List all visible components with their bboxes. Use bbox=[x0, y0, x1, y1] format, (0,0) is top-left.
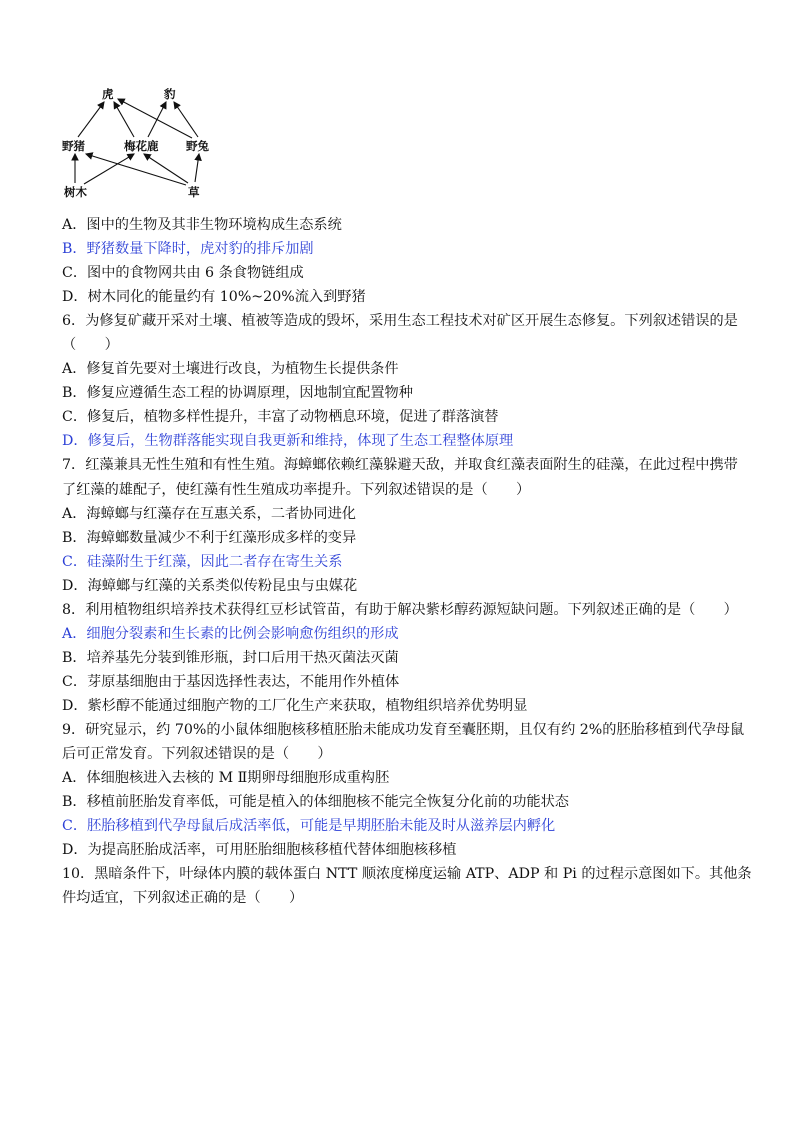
node-leopard: 豹 bbox=[164, 87, 176, 101]
question-stem: 7．红藻兼具无性生殖和有性生殖。海蟑螂依赖红藻躲避天敌，并取食红藻表面附生的硅藻，在此过程中携带 bbox=[62, 457, 738, 474]
option-line: D．为提高胚胎成活率，可用胚胎细胞核移植代替体细胞核移植 bbox=[62, 842, 457, 859]
question-stem: 件均适宜，下列叙述正确的是（ ） bbox=[62, 890, 304, 907]
question-stem: 6．为修复矿藏开采对土壤、植被等造成的毁坏，采用生态工程技术对矿区开展生态修复。下列叙述错误的是 bbox=[62, 313, 738, 330]
edge-trees-deer bbox=[84, 154, 134, 184]
edge-deer-tiger bbox=[114, 102, 134, 137]
answer-line: A．细胞分裂素和生长素的比例会影响愈伤组织的形成 bbox=[62, 625, 399, 642]
question-stem: 9．研究显示，约 70%的小鼠体细胞核移植胚胎未能成功发育至囊胚期，且仅有约 2%的胚胎移植到代孕母鼠 bbox=[62, 721, 745, 738]
option-line: C．图中的食物网共由 6 条食物链组成 bbox=[62, 265, 304, 282]
question-stem: （ ） bbox=[62, 337, 119, 354]
node-sika-deer: 梅花鹿 bbox=[124, 139, 159, 153]
question-text bbox=[62, 213, 762, 910]
option-line: D．海蟑螂与红藻的关系类似传粉昆虫与虫媒花 bbox=[62, 577, 358, 594]
option-line: A．海蟑螂与红藻存在互惠关系，二者协同进化 bbox=[62, 505, 356, 522]
answer-line: C．胚胎移植到代孕母鼠后成活率低，可能是早期胚胎未能及时从滋养层内孵化 bbox=[62, 818, 556, 835]
option-line: B．培养基先分装到锥形瓶，封口后用干热灭菌法灭菌 bbox=[62, 649, 399, 666]
option-line: C．修复后，植物多样性提升，丰富了动物栖息环境，促进了群落演替 bbox=[62, 409, 499, 426]
answer-line: C．硅藻附生于红藻，因此二者存在寄生关系 bbox=[62, 553, 343, 570]
edge-boar-tiger bbox=[78, 102, 104, 137]
answer-line: D．修复后，生物群落能实现自我更新和维持，体现了生态工程整体原理 bbox=[62, 433, 514, 450]
option-line: A．修复首先要对土壤进行改良，为植物生长提供条件 bbox=[62, 361, 399, 378]
question-stem: 了红藻的雄配子，使红藻有性生殖成功率提升。下列叙述错误的是（ ） bbox=[62, 481, 531, 498]
node-wild-rabbit: 野兔 bbox=[186, 139, 209, 153]
option-line: D．紫杉醇不能通过细胞产物的工厂化生产来获取，植物组织培养优势明显 bbox=[62, 697, 528, 714]
edge-grass-boar bbox=[86, 154, 186, 185]
option-line: D．树木同化的能量约有 10%~20%流入到野猪 bbox=[62, 289, 366, 306]
edge-grass-rabbit bbox=[195, 154, 199, 182]
edge-rabbit-leopard bbox=[174, 102, 198, 137]
node-wild-boar: 野猪 bbox=[62, 139, 85, 153]
option-line: B．移植前胚胎发育率低，可能是植入的体细胞核不能完全恢复分化前的功能状态 bbox=[62, 794, 569, 811]
option-line: C．芽原基细胞由于基因选择性表达，不能用作外植体 bbox=[62, 673, 400, 690]
food-web-svg bbox=[62, 82, 232, 204]
node-trees: 树木 bbox=[64, 185, 87, 199]
question-stem: 后可正常发育。下列叙述错误的是（ ） bbox=[62, 746, 332, 763]
question-stem: 8．利用植物组织培养技术获得红豆杉试管苗，有助于解决紫杉醇药源短缺问题。下列叙述正确的是（ ） bbox=[62, 601, 738, 618]
question-stem: 10．黑暗条件下，叶绿体内膜的载体蛋白 NTT 顺浓度梯度运输 ATP、ADP 和 Pi 的过程示意图如下。其他条 bbox=[62, 866, 752, 883]
option-line: A．体细胞核进入去核的 M Ⅱ期卵母细胞形成重构胚 bbox=[62, 770, 390, 787]
node-tiger: 虎 bbox=[102, 87, 114, 101]
food-web-diagram bbox=[62, 82, 232, 204]
option-line: B．修复应遵循生态工程的协调原理，因地制宜配置物种 bbox=[62, 385, 413, 402]
edge-rabbit-tiger bbox=[118, 99, 192, 138]
option-line: B．海蟑螂数量减少不利于红藻形成多样的变异 bbox=[62, 529, 357, 546]
option-line: A．图中的生物及其非生物环境构成生态系统 bbox=[62, 217, 342, 233]
answer-line: B．野猪数量下降时，虎对豹的排斥加剧 bbox=[62, 241, 314, 258]
node-grass: 草 bbox=[188, 185, 200, 199]
